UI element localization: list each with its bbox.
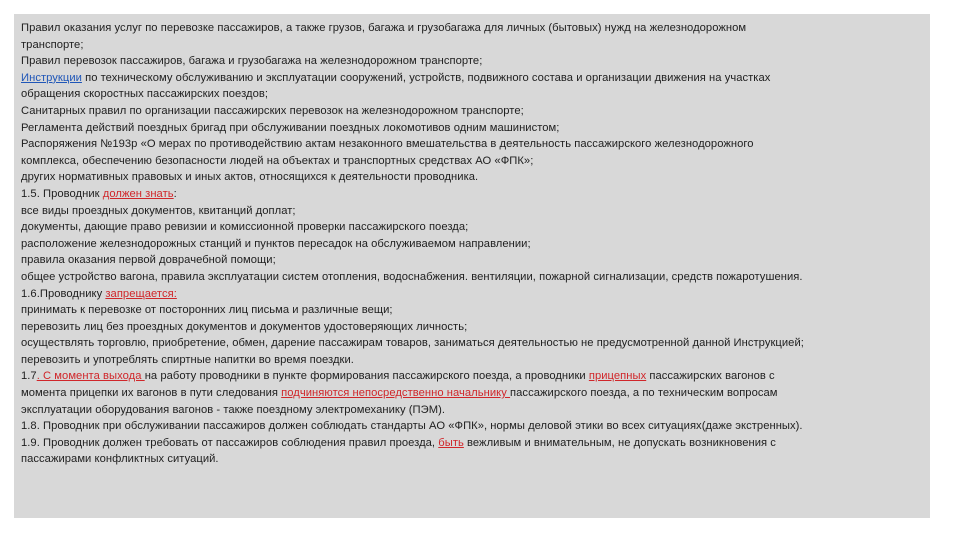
text-segment: момента прицепки их вагонов в пути следования <box>21 387 282 400</box>
highlighted-hyperlink-text[interactable]: подчиняются непосредственно начальнику <box>281 387 511 400</box>
text-line <box>21 53 930 70</box>
text-line <box>21 302 930 319</box>
text-segment: общее устройство вагона, правила эксплуатации систем отопления, водоснабжения. вентиляции, пожарной сигнализации, средств пожаротушения. <box>21 270 803 283</box>
text-line <box>21 37 930 54</box>
text-segment: 1.5. Проводник <box>21 187 103 200</box>
text-segment: комплекса, обеспечению безопасности людей на объектах и транспортных средствах АО «ФПК»; <box>21 154 534 167</box>
text-line <box>21 153 930 170</box>
text-segment: перевозить лиц без проездных документов и документов удостоверяющих личность; <box>21 320 468 333</box>
text-line <box>21 269 930 286</box>
text-segment: Правил перевозок пассажиров, багажа и грузобагажа на железнодорожном транспорте; <box>21 55 483 68</box>
text-line <box>21 418 930 435</box>
text-segment: обращения скоростных пассажирских поездов; <box>21 88 269 101</box>
text-line <box>21 352 930 369</box>
text-line <box>21 20 930 37</box>
text-line <box>21 103 930 120</box>
text-segment: Санитарных правил по организации пассажирских перевозок на железнодорожном транспорте; <box>21 104 524 117</box>
text-segment: 1.9. Проводник должен требовать от пассажиров соблюдения правил проезда, <box>21 436 439 449</box>
text-line <box>21 451 930 468</box>
text-segment: эксплуатации оборудования вагонов - также поездному электромеханику (ПЭМ). <box>21 403 446 416</box>
text-segment: правила оказания первой доврачебной помощи; <box>21 254 276 267</box>
text-segment: вежливым и внимательным, не допускать возникновения с <box>463 436 776 449</box>
highlighted-hyperlink-text[interactable]: должен знать <box>102 187 174 200</box>
text-line <box>21 252 930 269</box>
text-segment: пассажирами конфликтных ситуаций. <box>21 453 219 466</box>
highlighted-hyperlink-text[interactable]: быть <box>438 436 464 449</box>
text-line <box>21 219 930 236</box>
text-segment: осуществлять торговлю, приобретение, обмен, дарение пассажирам товаров, заниматься деятельностью не предусмотренной данной Инструкцией; <box>21 337 804 350</box>
text-line <box>21 319 930 336</box>
text-line <box>21 70 930 87</box>
text-line <box>21 169 930 186</box>
text-segment: 1.7 <box>21 370 37 383</box>
text-segment: расположение железнодорожных станций и пунктов пересадок на обслуживаемом направлении; <box>21 237 531 250</box>
text-segment: пассажирских вагонов с <box>646 370 775 383</box>
text-line <box>21 402 930 419</box>
text-line <box>21 286 930 303</box>
text-line <box>21 203 930 220</box>
text-segment: 1.6.Проводнику <box>21 287 106 300</box>
text-line <box>21 186 930 203</box>
text-segment: на работу проводники в пункте формирования пассажирского поезда, а проводники <box>144 370 589 383</box>
text-segment: Регламента действий поездных бригад при обслуживании поездных локомотивов одним машинистом; <box>21 121 560 134</box>
text-segment: : <box>173 187 177 200</box>
highlighted-hyperlink-text[interactable]: . С момента выхода <box>36 370 145 383</box>
text-line <box>21 136 930 153</box>
text-segment: 1.8. Проводник при обслуживании пассажиров должен соблюдать стандарты АО «ФПК», нормы деловой этики во всех ситуациях(даже экстренных). <box>21 420 803 433</box>
highlighted-hyperlink-text[interactable]: запрещается: <box>105 287 177 300</box>
highlighted-hyperlink-text[interactable]: прицепных <box>588 370 647 383</box>
text-segment: Правил оказания услуг по перевозке пассажиров, а также грузов, багажа и грузобагажа для личных (бытовых) нужд на железнодорожном <box>21 22 747 34</box>
text-line <box>21 86 930 103</box>
text-segment: пассажирского поезда, а по техническим вопросам <box>510 387 778 400</box>
hyperlink-text[interactable]: Инструкции <box>21 71 82 84</box>
text-line <box>21 236 930 253</box>
text-line <box>21 120 930 137</box>
text-line <box>21 435 930 452</box>
slide-text-panel <box>14 14 930 518</box>
text-segment: документы, дающие право ревизии и комиссионной проверки пассажирского поезда; <box>21 221 469 234</box>
text-line <box>21 385 930 402</box>
text-segment: Распоряжения №193р «О мерах по противодействию актам незаконного вмешательства в деятельность пассажирского железнодорожного <box>21 138 754 151</box>
text-segment: перевозить и употреблять спиртные напитки во время поездки. <box>21 353 354 366</box>
text-segment: все виды проездных документов, квитанций доплат; <box>21 204 296 217</box>
text-segment: транспорте; <box>21 38 84 51</box>
text-segment: по техническому обслуживанию и эксплуатации сооружений, устройств, подвижного состава и организации движения на участках <box>81 71 771 84</box>
text-segment: других нормативных правовых и иных актов, относящихся к деятельности проводника. <box>21 171 479 184</box>
text-line <box>21 368 930 385</box>
text-segment: принимать к перевозке от посторонних лиц письма и различные вещи; <box>21 304 393 317</box>
text-line <box>21 335 930 352</box>
